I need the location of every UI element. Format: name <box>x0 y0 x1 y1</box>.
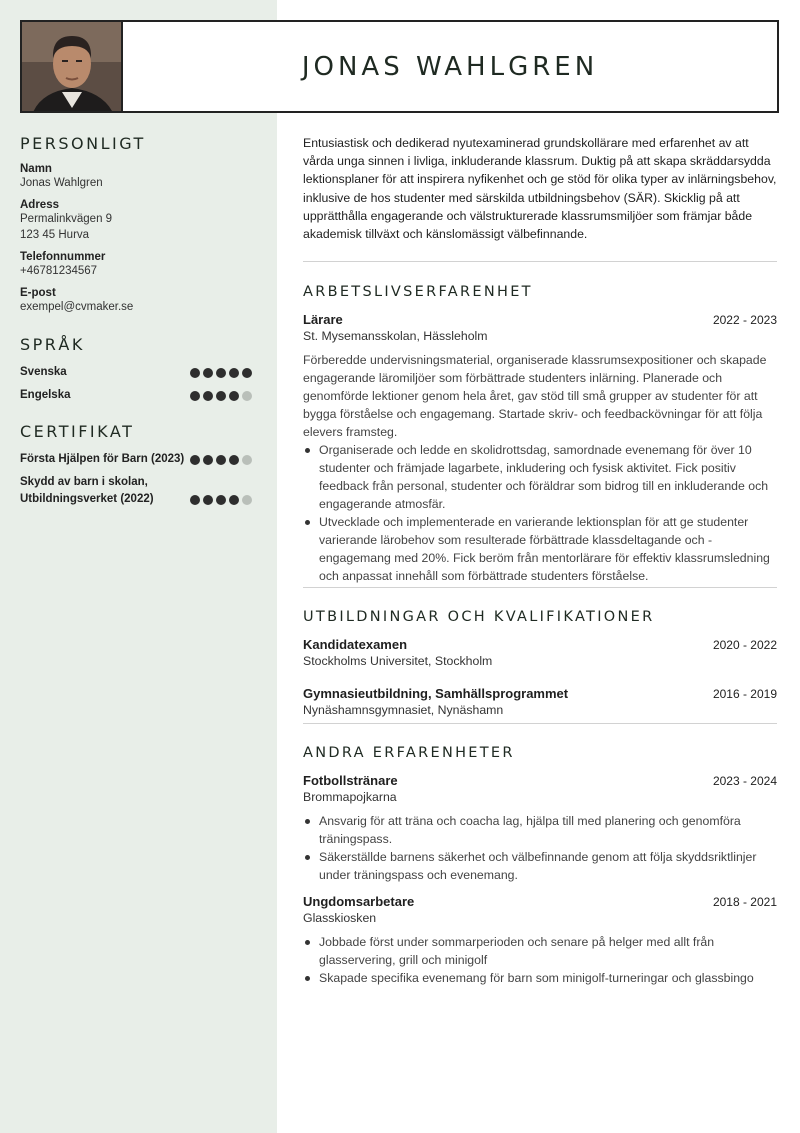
certs-heading: CERTIFIKAT <box>20 422 135 441</box>
entry-header <box>303 312 777 327</box>
divider <box>303 261 777 262</box>
field-value: Jonas Wahlgren <box>20 177 103 189</box>
level-dot-icon <box>190 495 200 505</box>
entry <box>303 894 777 987</box>
skill-level-dots <box>190 368 252 378</box>
divider <box>303 723 777 724</box>
bullet-item: Utvecklade och implementerade en varierande lektionsplan för att ge studenter varierande lärobehov som resulterade förbättrade klassdeltagande och -engagemang med 20%. Fick beröm från mentorlärare för effektiv klassrumsledning och anpassat innehåll som förbättrade studenters förståelse. <box>303 513 777 585</box>
level-dot-icon <box>216 455 226 465</box>
entry-place: St. Mysemansskolan, Hässleholm <box>303 329 488 344</box>
name-header <box>121 20 779 113</box>
entry-title: Lärare <box>303 312 343 328</box>
entry-title: Fotbollstränare <box>303 773 398 789</box>
bullet-item: Organiserade och ledde en skolidrottsdag, samordnade evenemang för över 10 studenter och främjade lagarbete, inkludering och fysisk aktivitet. Fick positiv feedback från personal, studenter och föräldrar som bidrog till en inkluderande och engagerande atmosfär. <box>303 441 777 513</box>
entry-header <box>303 773 777 788</box>
field-label: E-post <box>20 287 56 299</box>
entry-date: 2023 - 2024 <box>712 774 777 789</box>
cert-name: Första Hjälpen för Barn (2023) <box>20 453 185 465</box>
level-dot-icon <box>229 391 239 401</box>
skill-level-dots <box>190 391 252 401</box>
level-dot-icon <box>242 495 252 505</box>
level-dot-icon <box>242 368 252 378</box>
level-dot-icon <box>242 455 252 465</box>
bullet-item: Jobbade först under sommarperioden och senare på helger med allt från glasservering, grill och minigolf <box>303 933 777 969</box>
entry <box>303 312 777 585</box>
languages-heading: SPRÅK <box>20 335 85 354</box>
other-list <box>303 773 777 987</box>
certs-list <box>20 451 252 508</box>
level-dot-icon <box>242 391 252 401</box>
field-value: 123 45 Hurva <box>20 229 90 241</box>
cert-row <box>20 474 252 508</box>
skill-level-dots <box>190 455 252 465</box>
language-name: Svenska <box>20 366 67 378</box>
work-list <box>303 312 777 585</box>
entry-place: Brommapojkarna <box>303 790 397 805</box>
bullet-item: Ansvarig för att träna och coacha lag, hjälpa till med planering och genomföra träningspass. <box>303 812 777 848</box>
language-row <box>20 387 252 404</box>
language-name: Engelska <box>20 389 71 401</box>
entry-header <box>303 686 777 701</box>
field-value: Permalinkvägen 9 <box>20 213 113 225</box>
entry-title: Kandidatexamen <box>303 637 408 653</box>
profile-photo <box>20 20 121 113</box>
entry-title: Ungdomsarbetare <box>303 894 415 910</box>
level-dot-icon <box>229 455 239 465</box>
profile-summary: Entusiastisk och dedikerad nyutexaminerad grundskollärare med erfarenhet av att vårda unga sinnen i livliga, inkluderande klassrum. Duktig på att skapa skräddarsydda lektionsplaner för att inspirera nyfikenhet och ge stöd för olika typer av inlärningsbehov, inklusive de hos studenter med särskilda utbildningsbehov (SÄR). Skicklig på att upprätthålla engagerande och välstrukturerade klassrumsmiljöer som främjar både akademisk tillväxt och känslomässigt välbefinnande. <box>303 136 777 242</box>
work-heading: ARBETSLIVSERFARENHET <box>303 284 533 301</box>
entry-description: Förberedde undervisningsmaterial, organiserade klassrumsexpositioner och skapade engagerande läromiljöer som förbättrade studenters inlärning. Planerade och genomförde lektioner genom hela året, gav stöd till små grupper av studenter för att bygga förståelse och engagemang. Startade skriv- och feedbackövningar för att följa elevers framsteg. <box>303 353 767 440</box>
education-list <box>303 637 777 719</box>
level-dot-icon <box>190 368 200 378</box>
entry-header <box>303 894 777 909</box>
level-dot-icon <box>190 455 200 465</box>
sidebar-content <box>20 134 252 514</box>
personal-heading: PERSONLIGT <box>20 134 146 153</box>
entry-header <box>303 637 777 652</box>
level-dot-icon <box>190 391 200 401</box>
level-dot-icon <box>203 455 213 465</box>
entry-date: 2018 - 2021 <box>712 895 777 910</box>
divider <box>303 587 777 588</box>
field-label: Telefonnummer <box>20 251 106 263</box>
entry-bullets <box>303 933 777 987</box>
skill-level-dots <box>190 495 252 505</box>
cert-row <box>20 451 252 468</box>
language-row <box>20 364 252 381</box>
main-content <box>303 134 777 987</box>
entry-place: Stockholms Universitet, Stockholm <box>303 654 493 669</box>
field-value: exempel@cvmaker.se <box>20 301 134 313</box>
level-dot-icon <box>203 495 213 505</box>
cert-name: Skydd av barn i skolan, Utbildningsverket (2022) <box>20 476 154 505</box>
entry-date: 2022 - 2023 <box>712 313 777 328</box>
level-dot-icon <box>203 391 213 401</box>
level-dot-icon <box>216 368 226 378</box>
level-dot-icon <box>216 391 226 401</box>
entry-place: Nynäshamnsgymnasiet, Nynäshamn <box>303 703 504 718</box>
entry-date: 2016 - 2019 <box>712 687 777 702</box>
languages-list <box>20 364 252 404</box>
entry-bullets <box>303 441 777 585</box>
entry-date: 2020 - 2022 <box>712 638 777 653</box>
entry-place: Glasskiosken <box>303 911 377 926</box>
entry <box>303 773 777 884</box>
field-value: +46781234567 <box>20 265 98 277</box>
field-label: Namn <box>20 163 52 175</box>
entry <box>303 637 777 670</box>
level-dot-icon <box>229 495 239 505</box>
entry-bullets <box>303 812 777 884</box>
candidate-name: JONAS WAHLGREN <box>301 51 599 82</box>
entry-title: Gymnasieutbildning, Samhällsprogrammet <box>303 686 569 702</box>
level-dot-icon <box>203 368 213 378</box>
education-heading: UTBILDNINGAR OCH KVALIFIKATIONER <box>303 609 655 626</box>
bullet-item: Säkerställde barnens säkerhet och välbefinnande genom att följa skyddsriktlinjer under träningspass och evenemang. <box>303 848 777 884</box>
bullet-item: Skapade specifika evenemang för barn som minigolf-turneringar och glassbingo <box>303 969 777 987</box>
other-heading: ANDRA ERFARENHETER <box>303 745 515 762</box>
level-dot-icon <box>229 368 239 378</box>
entry <box>303 686 777 719</box>
field-label: Adress <box>20 199 59 211</box>
personal-fields <box>20 163 252 315</box>
level-dot-icon <box>216 495 226 505</box>
